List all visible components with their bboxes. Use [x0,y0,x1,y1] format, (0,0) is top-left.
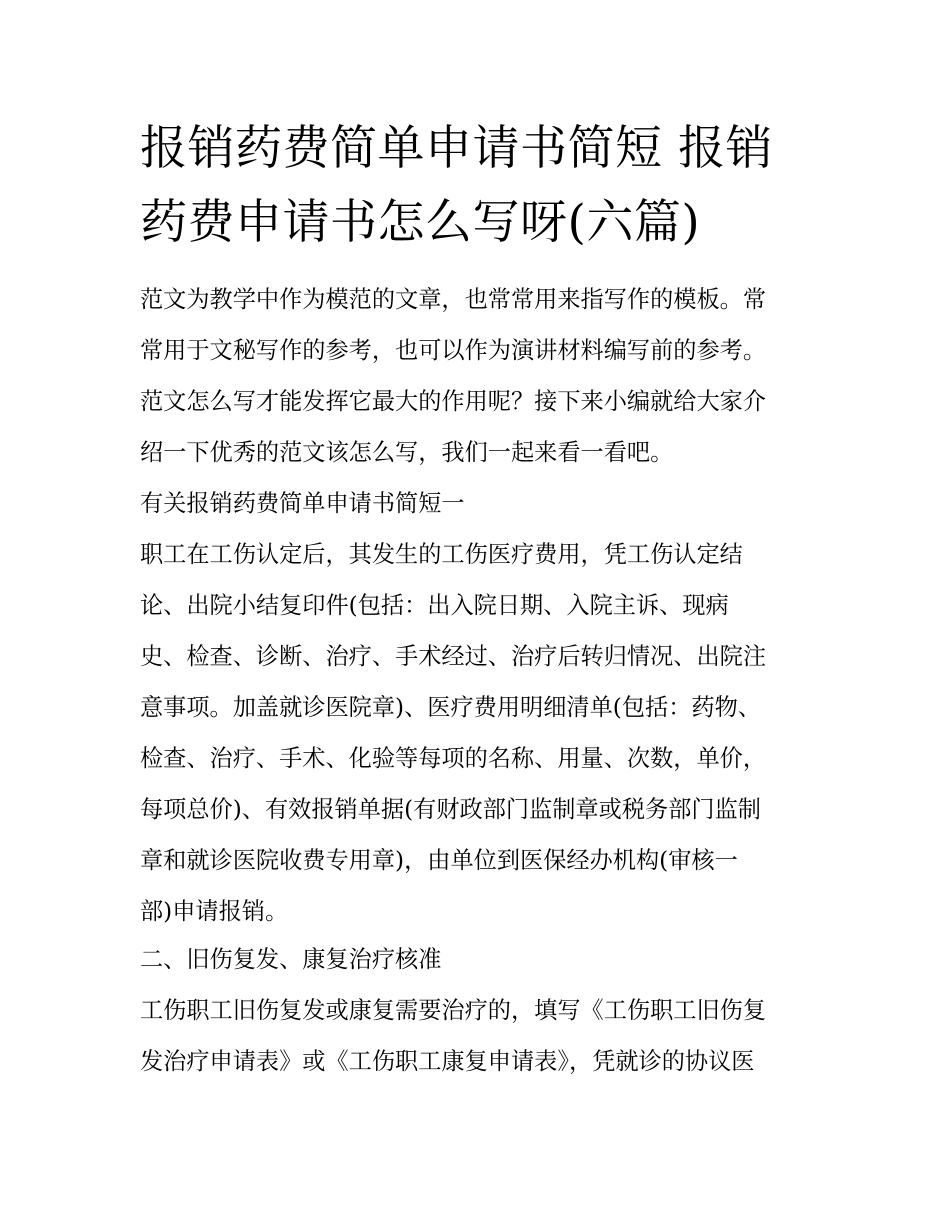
body-paragraph-2-line-2: 发治疗申请表》或《工伤职工康复申请表》，凭就诊的协议医 [140,1048,755,1075]
body-paragraph-line-1: 职工在工伤认定后，其发生的工伤医疗费用，凭工伤认定结 [140,541,743,568]
intro-paragraph-line-3: 范文怎么写才能发挥它最大的作用呢？接下来小编就给大家介 [140,388,767,415]
body-paragraph-line-2: 论、出院小结复印件(包括：出入院日期、入院主诉、现病 [140,592,729,619]
body-paragraph-line-3: 史、检查、诊断、治疗、手术经过、治疗后转归情况、出院注 [140,643,767,670]
body-paragraph-2-line-1: 工伤职工旧伤复发或康复需要治疗的，填写《工伤职工旧伤复 [140,997,767,1024]
intro-paragraph-line-4: 绍一下优秀的范文该怎么写，我们一起来看一看吧。 [140,439,674,466]
intro-paragraph-line-1: 范文为教学中作为模范的文章，也常常用来指写作的模板。常 [140,286,767,313]
section-heading-2: 二、旧伤复发、康复治疗核准 [140,946,442,973]
body-paragraph-line-5: 检查、治疗、手术、化验等每项的名称、用量、次数，单价， [140,745,767,772]
document-title-line-2: 药费申请书怎么写呀(六篇) [140,195,701,250]
body-paragraph-line-8: 部)申请报销。 [140,898,289,925]
body-paragraph-line-7: 章和就诊医院收费专用章)，由单位到医保经办机构(审核一 [140,847,738,874]
document-title-line-1: 报销药费简单申请书简短 报销 [140,121,773,176]
section-heading-1: 有关报销药费简单申请书简短一 [140,490,465,517]
body-paragraph-line-4: 意事项。加盖就诊医院章)、医疗费用明细清单(包括：药物、 [140,694,761,721]
body-paragraph-line-6: 每项总价)、有效报销单据(有财政部门监制章或税务部门监制 [140,796,761,823]
intro-paragraph-line-2: 常用于文秘写作的参考，也可以作为演讲材料编写前的参考。 [140,337,767,364]
